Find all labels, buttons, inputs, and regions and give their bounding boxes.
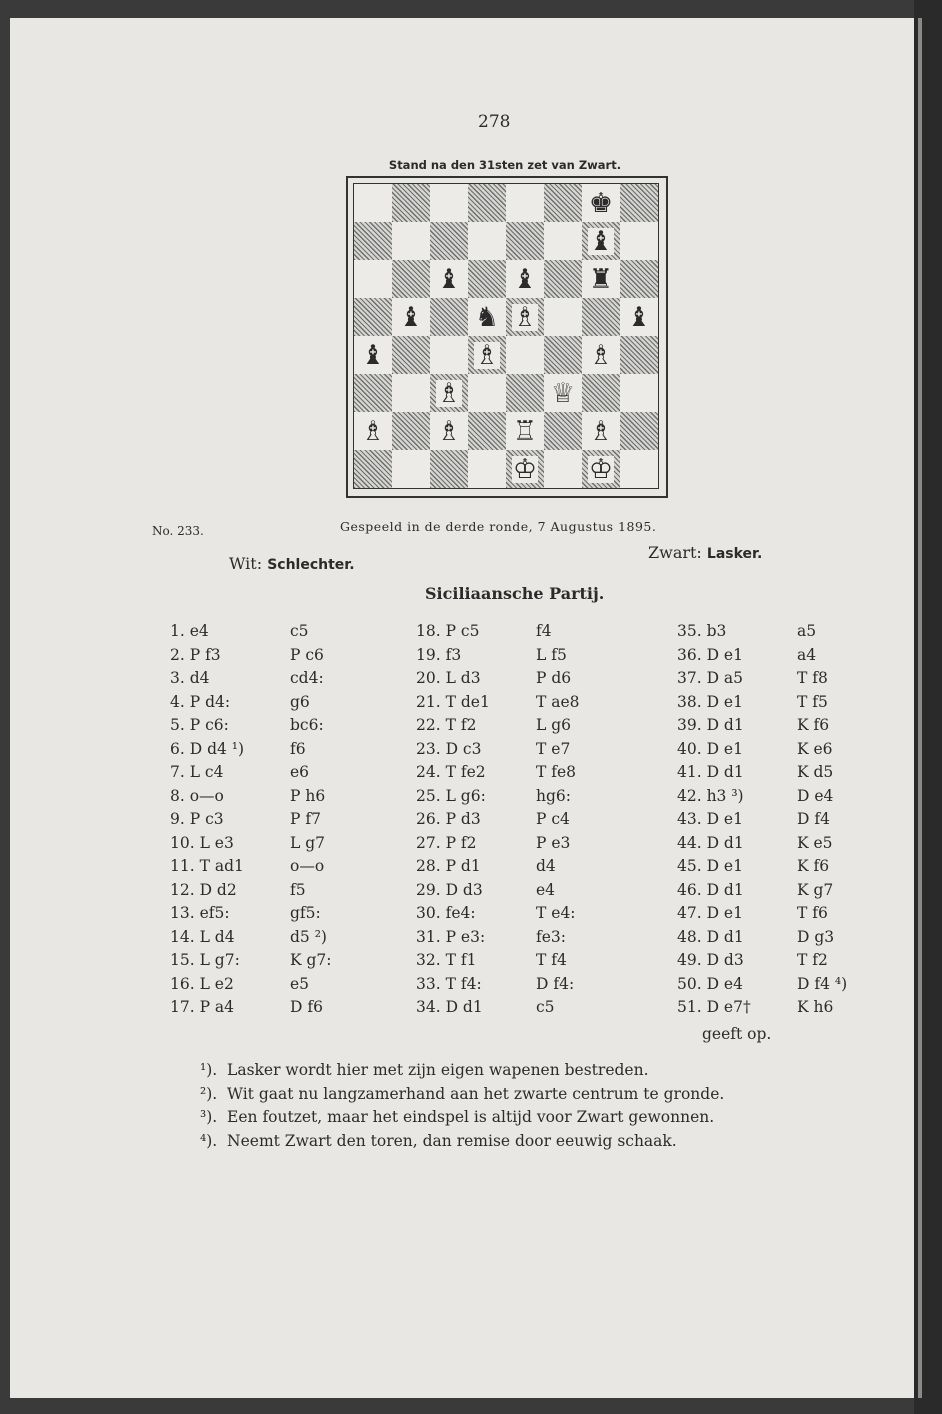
black-name: Lasker. bbox=[706, 546, 763, 562]
chess-piece: ♗ bbox=[436, 415, 462, 447]
black-move: T f8 bbox=[797, 669, 828, 687]
square-b7 bbox=[392, 222, 430, 260]
chess-piece: ♕ bbox=[550, 377, 576, 409]
white-move: 40. D e1 bbox=[677, 739, 743, 758]
black-move: L f5 bbox=[536, 645, 567, 664]
black-move: cd4: bbox=[290, 669, 324, 687]
white-move: 6. D d4 ¹) bbox=[170, 739, 245, 758]
white-move: 51. D e7† bbox=[677, 998, 751, 1016]
white-move: 25. L g6: bbox=[416, 786, 486, 805]
game-caption: Gespeeld in de derde ronde, 7 Augustus 1895. bbox=[340, 519, 657, 534]
black-move: f4 bbox=[536, 622, 552, 640]
square-e6 bbox=[506, 260, 544, 298]
black-move: D g3 bbox=[797, 927, 835, 946]
black-move: T f2 bbox=[797, 951, 828, 969]
black-move: P e3 bbox=[536, 833, 571, 852]
square-a4 bbox=[354, 336, 392, 374]
white-move: 46. D d1 bbox=[677, 880, 744, 899]
square-h5 bbox=[620, 298, 658, 336]
square-b3 bbox=[392, 374, 430, 412]
white-move: 41. D d1 bbox=[677, 763, 744, 781]
chess-board bbox=[353, 183, 659, 489]
black-move: D f4 bbox=[797, 810, 830, 828]
black-move: P d6 bbox=[536, 669, 572, 687]
chess-piece: ♜ bbox=[588, 263, 614, 295]
black-move: T fe8 bbox=[536, 763, 577, 781]
square-g2 bbox=[582, 412, 620, 450]
chess-piece: ♝ bbox=[436, 263, 462, 295]
white-move: 23. D c3 bbox=[416, 739, 482, 758]
white-move: 13. ef5: bbox=[170, 904, 230, 922]
square-g4 bbox=[582, 336, 620, 374]
black-move: d5 ²) bbox=[290, 927, 327, 946]
square-a1 bbox=[354, 450, 392, 488]
white-move: 14. L d4 bbox=[170, 927, 235, 946]
white-move: 50. D e4 bbox=[677, 974, 743, 993]
square-b2 bbox=[392, 412, 430, 450]
square-d3 bbox=[468, 374, 506, 412]
black-move: L g7 bbox=[290, 833, 326, 852]
square-d7 bbox=[468, 222, 506, 260]
white-move: 36. D e1 bbox=[677, 645, 743, 664]
white-move: 31. P e3: bbox=[416, 927, 486, 946]
white-move: 37. D a5 bbox=[677, 669, 744, 687]
square-a3 bbox=[354, 374, 392, 412]
black-move: P h6 bbox=[290, 786, 326, 805]
square-g7 bbox=[582, 222, 620, 260]
square-e1 bbox=[506, 450, 544, 488]
black-move: f5 bbox=[290, 880, 306, 899]
white-move: 15. L g7: bbox=[170, 951, 240, 969]
black-move: T f4 bbox=[536, 951, 567, 969]
square-f4 bbox=[544, 336, 582, 374]
white-move: 26. P d3 bbox=[416, 810, 481, 828]
page-number: 278 bbox=[478, 112, 511, 132]
black-move: a4 bbox=[797, 645, 817, 664]
diagram-title: Stand na den 31sten zet van Zwart. bbox=[388, 158, 622, 172]
black-move: K d5 bbox=[797, 763, 834, 781]
chess-piece: ♝ bbox=[398, 301, 424, 333]
chess-piece: ♗ bbox=[588, 415, 614, 447]
black-move: gf5: bbox=[290, 904, 321, 922]
white-move: 27. P f2 bbox=[416, 833, 477, 852]
black-move: a5 bbox=[797, 622, 817, 640]
footnote: ³). Een foutzet, maar het eindspel is altijd voor Zwart gewonnen. bbox=[200, 1108, 715, 1126]
black-move: d4 bbox=[536, 857, 556, 875]
square-e8 bbox=[506, 184, 544, 222]
white-move: 47. D e1 bbox=[677, 904, 743, 922]
square-h8 bbox=[620, 184, 658, 222]
black-move: T e7 bbox=[536, 739, 571, 758]
white-move: 42. h3 ³) bbox=[677, 786, 744, 805]
square-a6 bbox=[354, 260, 392, 298]
black-move: K g7 bbox=[797, 880, 834, 899]
square-g1 bbox=[582, 450, 620, 488]
white-move: 44. D d1 bbox=[677, 833, 744, 852]
square-h7 bbox=[620, 222, 658, 260]
black-move: fe3: bbox=[536, 927, 566, 946]
square-f1 bbox=[544, 450, 582, 488]
square-c7 bbox=[430, 222, 468, 260]
chess-piece: ♝ bbox=[360, 339, 386, 371]
square-f5 bbox=[544, 298, 582, 336]
square-d8 bbox=[468, 184, 506, 222]
square-g8 bbox=[582, 184, 620, 222]
square-f6 bbox=[544, 260, 582, 298]
square-b4 bbox=[392, 336, 430, 374]
black-move: D f4: bbox=[536, 974, 575, 993]
black-move: P f7 bbox=[290, 810, 321, 828]
opening-title: Siciliaansche Partij. bbox=[425, 584, 605, 603]
square-b1 bbox=[392, 450, 430, 488]
chess-piece: ♖ bbox=[512, 415, 538, 447]
white-move: 43. D e1 bbox=[677, 810, 743, 828]
chess-piece: ♗ bbox=[588, 339, 614, 371]
white-move: 33. T f4: bbox=[416, 974, 482, 993]
white-move: 9. P c3 bbox=[170, 810, 224, 828]
black-move: e6 bbox=[290, 763, 310, 781]
square-g5 bbox=[582, 298, 620, 336]
chess-piece: ♝ bbox=[588, 225, 614, 257]
black-move: L g6 bbox=[536, 716, 572, 734]
square-e2 bbox=[506, 412, 544, 450]
chess-piece: ♝ bbox=[512, 263, 538, 295]
white-move: 10. L e3 bbox=[170, 833, 234, 852]
black-move: D f6 bbox=[290, 998, 323, 1016]
square-a2 bbox=[354, 412, 392, 450]
chess-piece: ♔ bbox=[588, 453, 614, 485]
black-move: P c6 bbox=[290, 645, 324, 664]
white-move: 5. P c6: bbox=[170, 716, 229, 734]
resign-text: geeft op. bbox=[702, 1025, 772, 1043]
square-c8 bbox=[430, 184, 468, 222]
black-move: T ae8 bbox=[536, 692, 580, 711]
white-move: 16. L e2 bbox=[170, 974, 234, 993]
black-move: g6 bbox=[290, 692, 310, 711]
square-h4 bbox=[620, 336, 658, 374]
black-move: P c4 bbox=[536, 810, 570, 828]
white-move: 30. fe4: bbox=[416, 904, 476, 922]
black-move: K f6 bbox=[797, 857, 830, 875]
white-move: 18. P c5 bbox=[416, 622, 480, 640]
square-e7 bbox=[506, 222, 544, 260]
white-move: 35. b3 bbox=[677, 622, 727, 640]
square-h1 bbox=[620, 450, 658, 488]
black-move: K h6 bbox=[797, 998, 834, 1016]
game-number: No. 233. bbox=[152, 524, 204, 538]
square-d6 bbox=[468, 260, 506, 298]
chess-piece: ♗ bbox=[360, 415, 386, 447]
square-f3 bbox=[544, 374, 582, 412]
square-a8 bbox=[354, 184, 392, 222]
white-move: 45. D e1 bbox=[677, 857, 743, 875]
black-move: T e4: bbox=[536, 904, 576, 922]
white-move: 17. P a4 bbox=[170, 998, 235, 1016]
square-c4 bbox=[430, 336, 468, 374]
white-move: 24. T fe2 bbox=[416, 763, 486, 781]
black-move: o—o bbox=[290, 857, 325, 875]
footnote: ¹). Lasker wordt hier met zijn eigen wapenen bestreden. bbox=[200, 1061, 649, 1079]
square-e4 bbox=[506, 336, 544, 374]
black-move: e5 bbox=[290, 974, 310, 993]
chess-piece: ♝ bbox=[626, 301, 652, 333]
square-g6 bbox=[582, 260, 620, 298]
black-move: c5 bbox=[536, 998, 555, 1016]
black-move: K e5 bbox=[797, 833, 833, 852]
square-e3 bbox=[506, 374, 544, 412]
black-move: bc6: bbox=[290, 716, 324, 734]
white-label: Wit: bbox=[229, 554, 268, 573]
white-move: 3. d4 bbox=[170, 669, 210, 687]
black-move: D f4 ⁴) bbox=[797, 974, 848, 993]
white-move: 22. T f2 bbox=[416, 716, 477, 734]
white-move: 49. D d3 bbox=[677, 951, 744, 969]
square-g3 bbox=[582, 374, 620, 412]
white-move: 11. T ad1 bbox=[170, 857, 244, 875]
chess-piece: ♔ bbox=[512, 453, 538, 485]
square-e5 bbox=[506, 298, 544, 336]
black-player bbox=[648, 543, 762, 562]
chess-piece: ♗ bbox=[512, 301, 538, 333]
black-move: f6 bbox=[290, 739, 306, 758]
square-h6 bbox=[620, 260, 658, 298]
square-h3 bbox=[620, 374, 658, 412]
white-move: 21. T de1 bbox=[416, 692, 490, 711]
chess-piece: ♗ bbox=[474, 339, 500, 371]
black-move: T f6 bbox=[797, 904, 828, 922]
black-move: hg6: bbox=[536, 786, 571, 805]
square-a5 bbox=[354, 298, 392, 336]
white-move: 7. L c4 bbox=[170, 763, 224, 781]
black-move: T f5 bbox=[797, 692, 828, 711]
black-move: K f6 bbox=[797, 716, 830, 734]
black-move: K g7: bbox=[290, 951, 332, 969]
black-move: K e6 bbox=[797, 739, 833, 758]
chess-diagram bbox=[346, 176, 668, 498]
white-move: 48. D d1 bbox=[677, 927, 744, 946]
square-a7 bbox=[354, 222, 392, 260]
square-b6 bbox=[392, 260, 430, 298]
footnote: ⁴). Neemt Zwart den toren, dan remise door eeuwig schaak. bbox=[200, 1131, 677, 1150]
white-move: 34. D d1 bbox=[416, 998, 483, 1016]
footnote: ²). Wit gaat nu langzamerhand aan het zwarte centrum te gronde. bbox=[200, 1084, 725, 1103]
square-d2 bbox=[468, 412, 506, 450]
square-c1 bbox=[430, 450, 468, 488]
white-player bbox=[229, 554, 355, 573]
square-b8 bbox=[392, 184, 430, 222]
white-move: 19. f3 bbox=[416, 645, 462, 664]
square-d1 bbox=[468, 450, 506, 488]
square-b5 bbox=[392, 298, 430, 336]
square-c2 bbox=[430, 412, 468, 450]
square-c6 bbox=[430, 260, 468, 298]
black-label: Zwart: bbox=[648, 543, 707, 562]
white-move: 12. D d2 bbox=[170, 880, 237, 899]
white-move: 20. L d3 bbox=[416, 669, 481, 687]
white-move: 38. D e1 bbox=[677, 692, 743, 711]
square-d4 bbox=[468, 336, 506, 374]
chess-piece: ♞ bbox=[474, 301, 500, 333]
white-move: 1. e4 bbox=[170, 622, 209, 640]
black-move: D e4 bbox=[797, 786, 834, 805]
square-c3 bbox=[430, 374, 468, 412]
black-move: e4 bbox=[536, 880, 556, 899]
square-f8 bbox=[544, 184, 582, 222]
white-move: 28. P d1 bbox=[416, 857, 481, 875]
white-move: 32. T f1 bbox=[416, 951, 477, 969]
white-move: 8. o—o bbox=[170, 786, 224, 805]
square-c5 bbox=[430, 298, 468, 336]
chess-piece: ♗ bbox=[436, 377, 462, 409]
white-move: 4. P d4: bbox=[170, 692, 231, 711]
page-edge-line bbox=[918, 18, 922, 1398]
white-move: 29. D d3 bbox=[416, 880, 483, 899]
square-h2 bbox=[620, 412, 658, 450]
square-f7 bbox=[544, 222, 582, 260]
square-f2 bbox=[544, 412, 582, 450]
white-name: Schlechter. bbox=[267, 557, 355, 573]
white-move: 2. P f3 bbox=[170, 645, 221, 664]
black-move: c5 bbox=[290, 622, 309, 640]
square-d5 bbox=[468, 298, 506, 336]
white-move: 39. D d1 bbox=[677, 716, 744, 734]
chess-piece: ♚ bbox=[588, 187, 614, 219]
